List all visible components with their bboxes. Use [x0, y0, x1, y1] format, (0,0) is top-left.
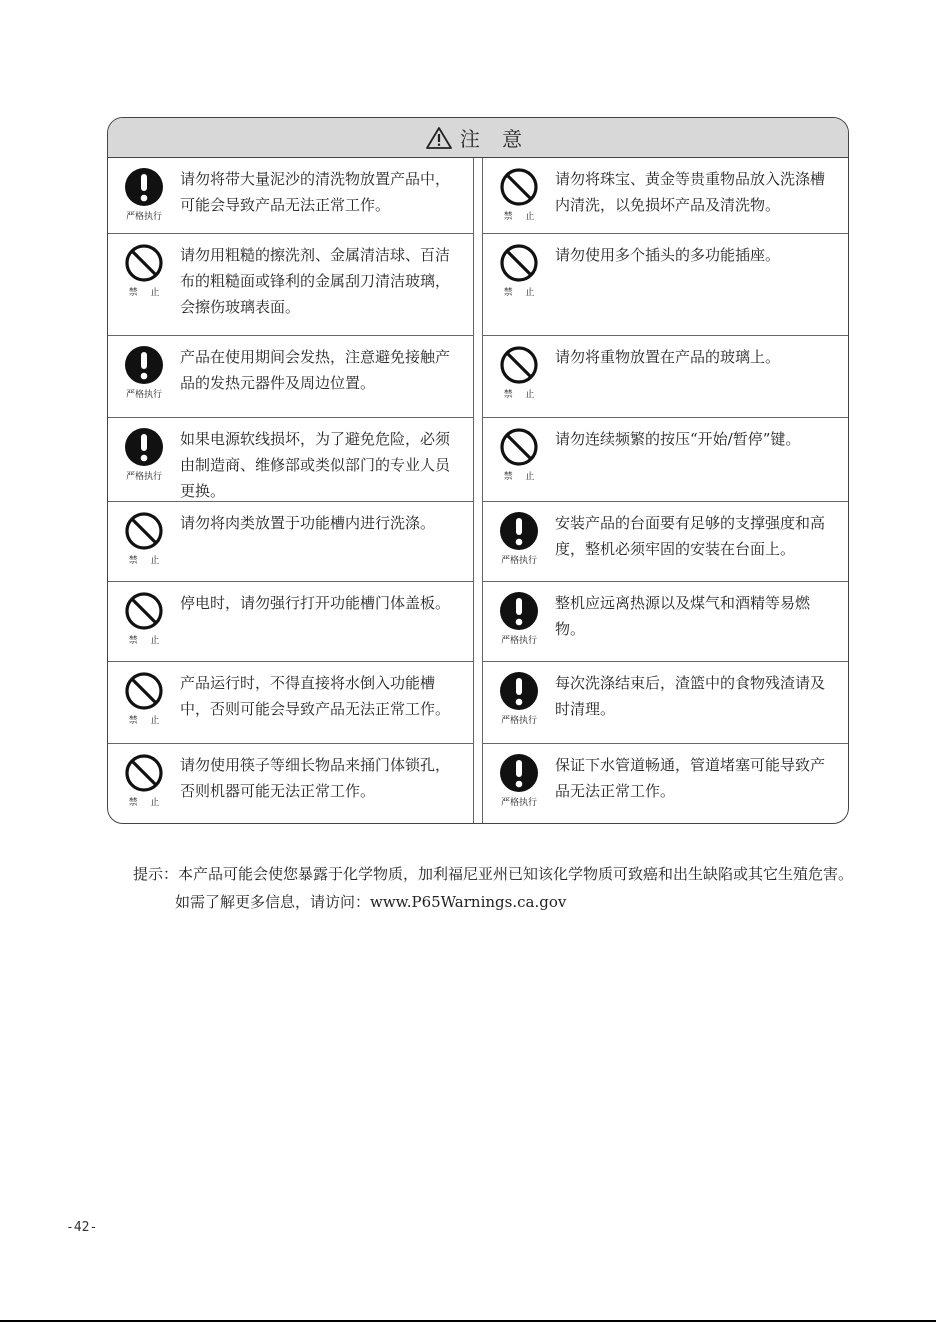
mandatory-icon	[124, 345, 164, 385]
caution-item	[108, 418, 473, 502]
caution-grid	[108, 158, 848, 824]
icon-wrap	[108, 510, 180, 566]
prohibited-icon	[499, 243, 539, 283]
icon-label: 禁 止	[128, 556, 165, 566]
caution-text: 产品运行时，不得直接将水倒入功能槽中，否则可能会导致产品无法正常工作。	[180, 674, 451, 718]
caution-text: 请勿将肉类放置于功能槽内进行洗涤。	[180, 514, 436, 532]
icon-wrap	[483, 670, 555, 726]
prohibited-icon	[124, 753, 164, 793]
icon-label: 严格执行	[125, 212, 162, 222]
icon-wrap	[108, 166, 180, 222]
icon-label: 严格执行	[500, 716, 537, 726]
prohibited-icon	[499, 345, 539, 385]
caution-item	[483, 502, 848, 582]
left-column	[108, 158, 474, 824]
icon-wrap	[483, 166, 555, 222]
mandatory-icon	[499, 671, 539, 711]
mandatory-icon	[499, 591, 539, 631]
prohibited-icon	[499, 427, 539, 467]
caution-header	[108, 118, 848, 158]
icon-label: 禁 止	[503, 212, 540, 222]
page-number: -42-	[66, 1220, 98, 1235]
caution-text: 请勿连续频繁的按压“开始/暂停”键。	[555, 430, 801, 448]
caution-text: 整机应远离热源以及煤气和酒精等易燃物。	[555, 594, 811, 638]
icon-label: 禁 止	[128, 798, 165, 808]
caution-title: 注 意	[459, 127, 531, 151]
icon-label: 严格执行	[500, 798, 537, 808]
bottom-rule	[0, 1320, 936, 1322]
caution-item	[108, 234, 473, 336]
caution-text: 产品在使用期间会发热，注意避免接触产品的发热元器件及周边位置。	[180, 348, 451, 392]
caution-item	[483, 234, 848, 336]
caution-item	[108, 744, 473, 824]
caution-box	[107, 117, 849, 824]
icon-label: 严格执行	[500, 556, 537, 566]
caution-item	[483, 744, 848, 824]
icon-wrap	[483, 344, 555, 400]
caution-item	[108, 336, 473, 418]
notice-line-1: 提示：本产品可能会使您暴露于化学物质，加利福尼亚州已知该化学物质可致癌和出生缺陷或其它生殖危害。	[133, 865, 854, 883]
icon-wrap	[483, 426, 555, 482]
caution-item	[483, 582, 848, 662]
warning-triangle-icon	[426, 126, 452, 150]
caution-item	[108, 582, 473, 662]
notice-line-2: 如需了解更多信息，请访问：www.P65Warnings.ca.gov	[175, 893, 567, 911]
prohibited-icon	[499, 167, 539, 207]
caution-text: 请勿将重物放置在产品的玻璃上。	[555, 348, 781, 366]
caution-item	[108, 662, 473, 744]
caution-text: 请勿使用筷子等细长物品来捅门体锁孔，否则机器可能无法正常工作。	[180, 756, 451, 800]
icon-label: 严格执行	[125, 390, 162, 400]
icon-wrap	[483, 242, 555, 298]
icon-wrap	[108, 242, 180, 298]
icon-label: 禁 止	[503, 288, 540, 298]
caution-item	[108, 502, 473, 582]
caution-item	[483, 336, 848, 418]
caution-text: 请勿使用多个插头的多功能插座。	[555, 246, 781, 264]
icon-wrap	[108, 590, 180, 646]
icon-wrap	[108, 752, 180, 808]
caution-text: 请勿用粗糙的擦洗剂、金属清洁球、百洁布的粗糙面或锋利的金属刮刀清洁玻璃，会擦伤玻璃表面。	[180, 246, 451, 316]
icon-label: 严格执行	[500, 636, 537, 646]
prohibited-icon	[124, 243, 164, 283]
caution-text: 每次洗涤结束后，渣篮中的食物残渣请及时清理。	[555, 674, 826, 718]
mandatory-icon	[124, 167, 164, 207]
mandatory-icon	[124, 427, 164, 467]
prohibited-icon	[124, 591, 164, 631]
icon-label: 禁 止	[128, 288, 165, 298]
caution-item	[108, 158, 473, 234]
right-column	[482, 158, 848, 824]
icon-label: 严格执行	[125, 472, 162, 482]
caution-text: 停电时，请勿强行打开功能槽门体盖板。	[180, 594, 451, 612]
icon-label: 禁 止	[128, 716, 165, 726]
icon-wrap	[108, 426, 180, 482]
prohibited-icon	[124, 511, 164, 551]
caution-item	[483, 662, 848, 744]
caution-text: 安装产品的台面要有足够的支撑强度和高度，整机必须牢固的安装在台面上。	[555, 514, 826, 558]
caution-text: 请勿将珠宝、黄金等贵重物品放入洗涤槽内清洗，以免损坏产品及清洗物。	[555, 170, 826, 214]
icon-wrap	[108, 344, 180, 400]
caution-text: 保证下水管道畅通，管道堵塞可能导致产品无法正常工作。	[555, 756, 826, 800]
icon-label: 禁 止	[503, 472, 540, 482]
caution-item	[483, 158, 848, 234]
icon-wrap	[483, 590, 555, 646]
icon-label: 禁 止	[503, 390, 540, 400]
icon-wrap	[483, 752, 555, 808]
icon-wrap	[483, 510, 555, 566]
icon-label: 禁 止	[128, 636, 165, 646]
icon-wrap	[108, 670, 180, 726]
p65-notice	[133, 860, 853, 916]
caution-text: 如果电源软线损坏，为了避免危险，必须由制造商、维修部或类似部门的专业人员更换。	[180, 430, 451, 500]
mandatory-icon	[499, 511, 539, 551]
caution-text: 请勿将带大量泥沙的清洗物放置产品中，可能会导致产品无法正常工作。	[180, 170, 451, 214]
mandatory-icon	[499, 753, 539, 793]
caution-item	[483, 418, 848, 502]
prohibited-icon	[124, 671, 164, 711]
